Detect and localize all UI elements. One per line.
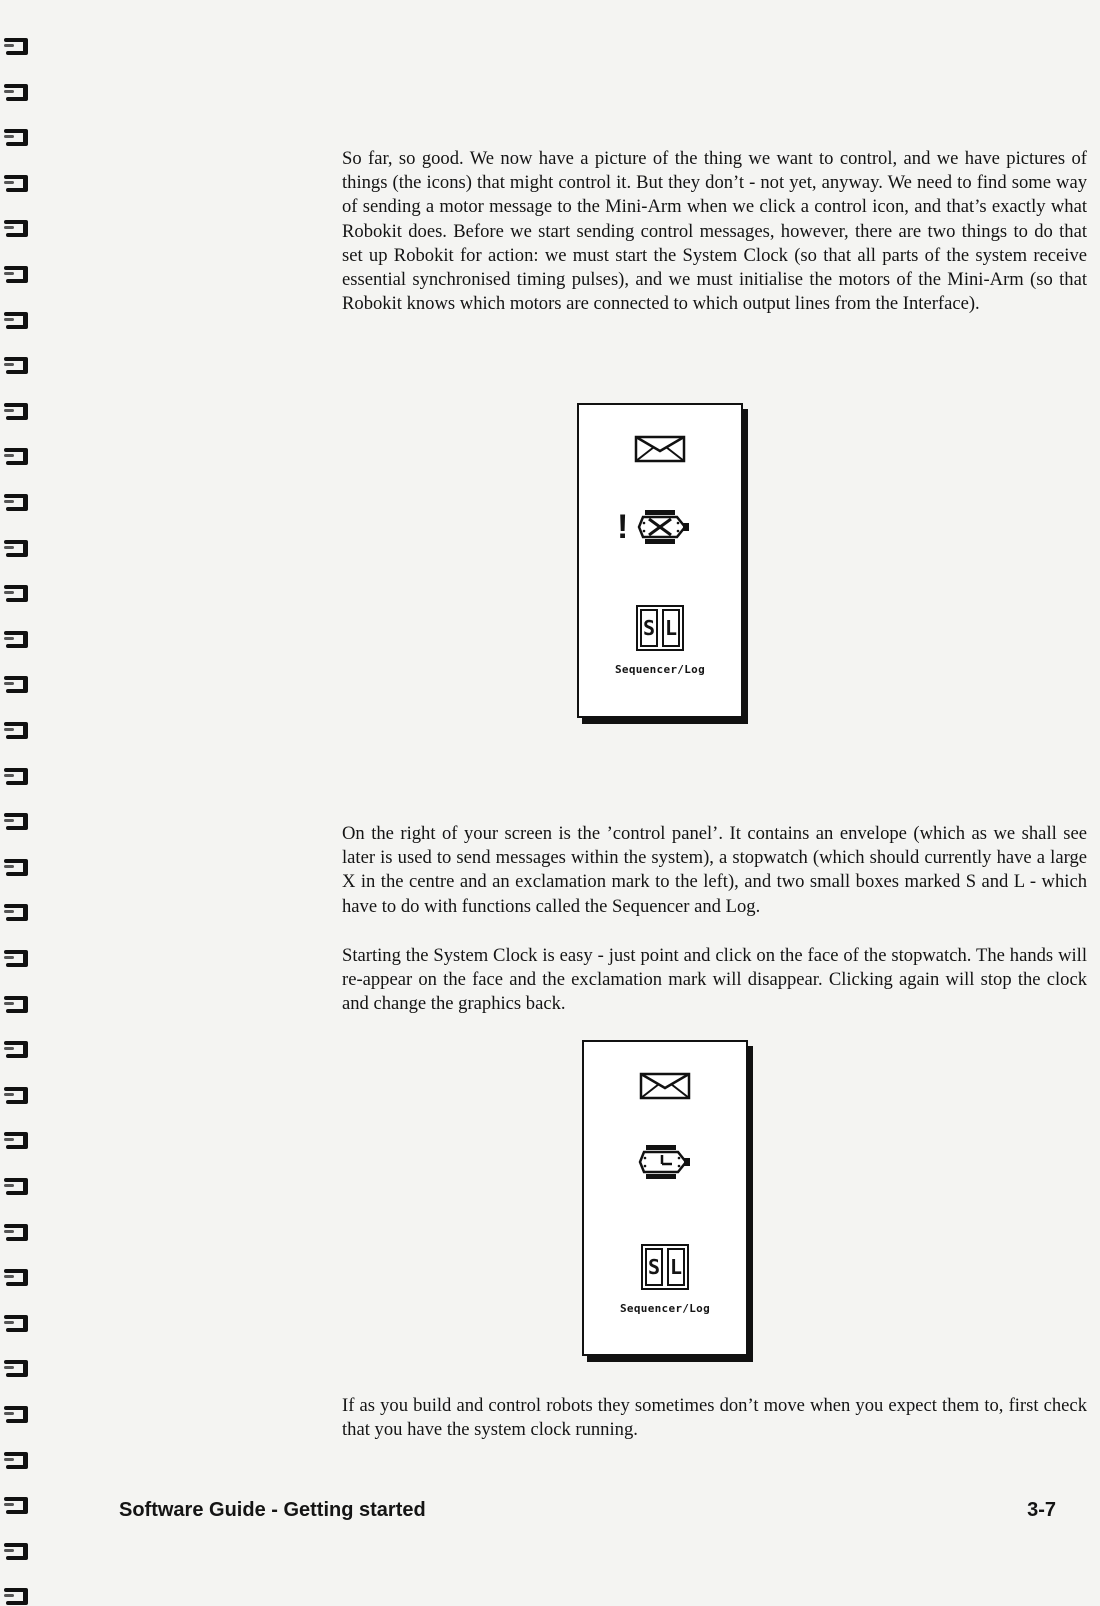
- binding-ring: [4, 38, 32, 56]
- footer-section-title: Software Guide - Getting started: [119, 1499, 426, 1521]
- binding-ring: [4, 1406, 32, 1424]
- binding-ring: [4, 448, 32, 466]
- binding-ring: [4, 1452, 32, 1470]
- binding-ring: [4, 357, 32, 375]
- sequencer-button[interactable]: S: [640, 609, 658, 647]
- binding-ring: [4, 1178, 32, 1196]
- envelope-icon[interactable]: [639, 1072, 691, 1100]
- binding-ring: [4, 220, 32, 238]
- sequencer-log-label: Sequencer/Log: [620, 1302, 710, 1315]
- binding-ring: [4, 266, 32, 284]
- binding-ring: [4, 1269, 32, 1287]
- binding-ring: [4, 1315, 32, 1333]
- paragraph-control-panel: On the right of your screen is the ’control panel’. It contains an envelope (which as we shall see later is used to send messages within the system), a stopwatch (which should currently have a large X in the centre and an exclamation mark to the left), and two small boxes marked S and L - which have to do with functions called the Sequencer and Log.: [342, 823, 1087, 917]
- binding-ring: [4, 312, 32, 330]
- stopwatch-group: [607, 507, 713, 547]
- binding-ring: [4, 950, 32, 968]
- binding-ring: [4, 1360, 32, 1378]
- stopwatch-stopped-icon[interactable]: [637, 509, 691, 545]
- binding-ring: [4, 676, 32, 694]
- paragraph-system-clock-intro: So far, so good. We now have a picture of the thing we want to control, and we have pictures of things (the icons) that might control it. But they don’t - not yet, anyway. We need to find some way of sending a motor message to the Mini-Arm when we click a control icon, and that’s exactly what Robokit does. Before we start sending control messages, however, there are two things to do that set up Robokit for action: we must start the System Clock (so that all parts of the system receive essential synchronised timing pulses), and we must initialise the motors of the Mini-Arm (so that Robokit knows which motors are connected to which output lines from the Interface).: [342, 148, 1087, 315]
- binding-ring: [4, 631, 32, 649]
- envelope-icon[interactable]: [634, 435, 686, 463]
- binding-ring: [4, 722, 32, 740]
- control-panel-running: [582, 1040, 748, 1356]
- footer-page-number: 3-7: [1027, 1499, 1056, 1521]
- binding-ring: [4, 129, 32, 147]
- sequencer-button[interactable]: S: [645, 1248, 663, 1286]
- control-panel-stopped: [577, 403, 743, 718]
- binding-ring: [4, 494, 32, 512]
- paragraph-clock-tip: If as you build and control robots they sometimes don’t move when you expect them to, first check that you have the system clock running.: [342, 1395, 1087, 1441]
- binding-ring: [4, 84, 32, 102]
- binding-ring: [4, 1132, 32, 1150]
- binding-ring: [4, 1224, 32, 1242]
- stopwatch-running-icon[interactable]: [638, 1144, 692, 1180]
- sequencer-log-buttons: [641, 1244, 689, 1290]
- paragraph-starting-clock: Starting the System Clock is easy - just point and click on the face of the stopwatch. The hands will re-appear on the face and the exclamation mark will disappear. Clicking again will stop the clock and change the graphics back.: [342, 945, 1087, 1015]
- binding-ring: [4, 1087, 32, 1105]
- binding-ring: [4, 1543, 32, 1561]
- sequencer-log-buttons: [636, 605, 684, 651]
- binding-ring: [4, 859, 32, 877]
- binding-ring: [4, 996, 32, 1014]
- binding-ring: [4, 540, 32, 558]
- exclamation-icon: !: [617, 508, 629, 546]
- spiral-binding: [0, 0, 40, 1601]
- binding-ring: [4, 768, 32, 786]
- binding-ring: [4, 904, 32, 922]
- binding-ring: [4, 175, 32, 193]
- binding-ring: [4, 1588, 32, 1606]
- binding-ring: [4, 403, 32, 421]
- binding-ring: [4, 585, 32, 603]
- sequencer-log-label: Sequencer/Log: [615, 663, 705, 676]
- binding-ring: [4, 1041, 32, 1059]
- log-button[interactable]: L: [667, 1248, 685, 1286]
- binding-ring: [4, 1497, 32, 1515]
- log-button[interactable]: L: [662, 609, 680, 647]
- binding-ring: [4, 813, 32, 831]
